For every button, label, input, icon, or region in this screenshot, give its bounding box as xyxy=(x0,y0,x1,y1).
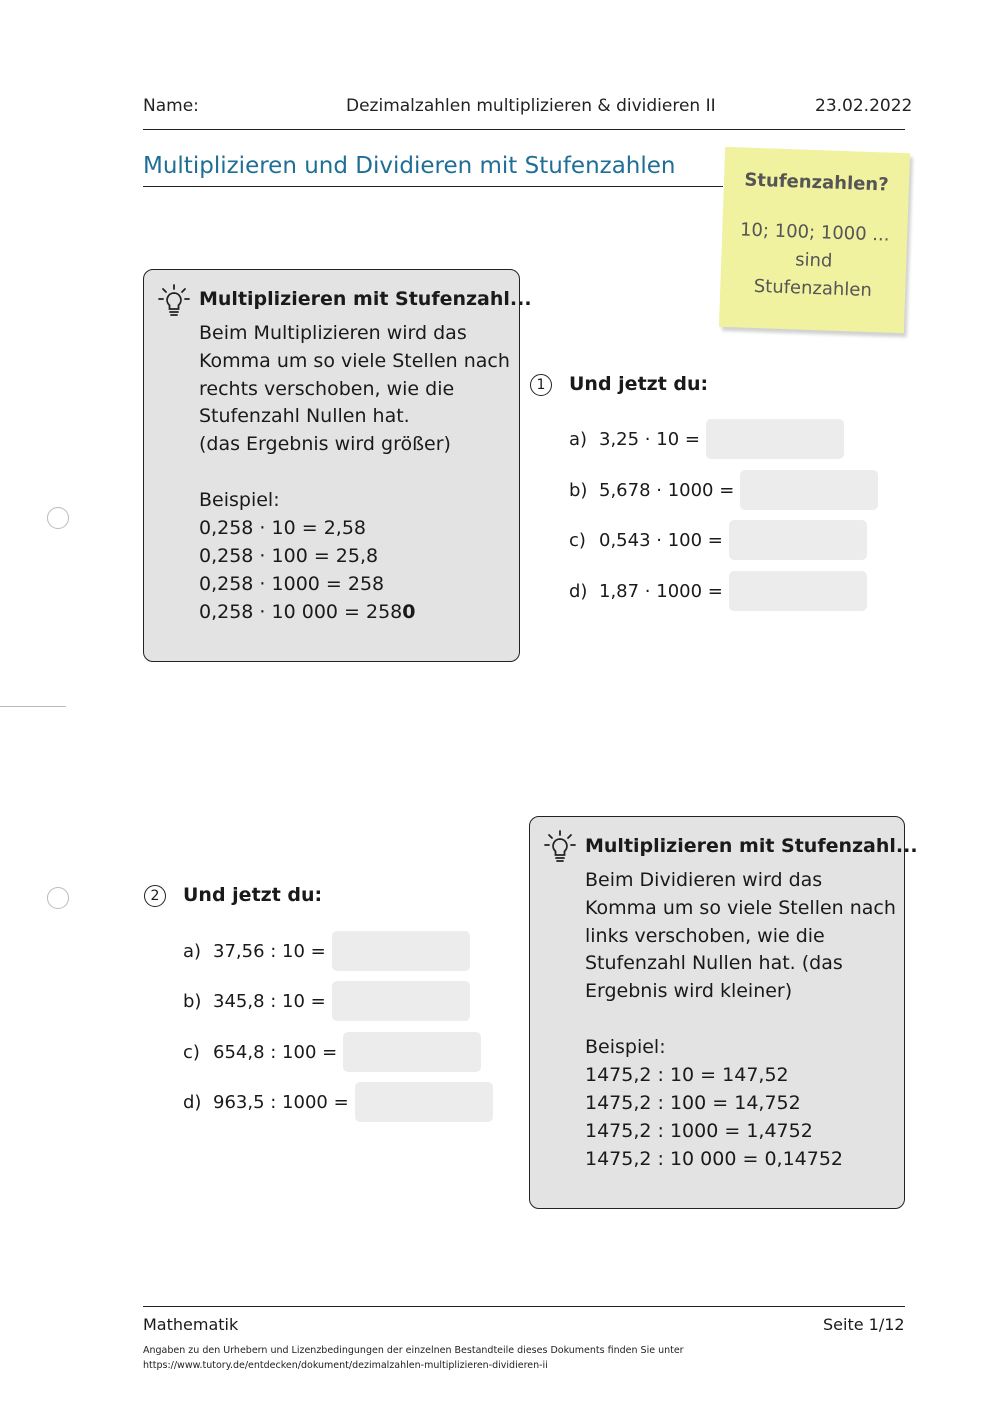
example-line: 1475,2 : 10 = 147,52 xyxy=(585,1064,789,1086)
example-line: 1475,2 : 10 000 = 0,14752 xyxy=(585,1148,844,1170)
example-line: 0,258 · 100 = 25,8 xyxy=(199,545,379,567)
info-box-divide xyxy=(529,816,918,1209)
title-rule xyxy=(143,186,723,187)
task-row xyxy=(183,981,470,1021)
example-label: Beispiel: xyxy=(585,1036,666,1058)
example-line: 0,258 · 10 = 2,58 xyxy=(199,517,366,539)
lightbulb-icon xyxy=(158,284,190,318)
credits-text: Angaben zu den Urhebern und Lizenzbedingungen der einzelnen Bestandteile dieses Dokuments finden Sie unter xyxy=(143,1345,684,1356)
task-expression: 963,5 : 1000 = xyxy=(213,1091,349,1113)
example-line: 1475,2 : 100 = 14,752 xyxy=(585,1092,801,1114)
exercise-heading: Und jetzt du: xyxy=(569,373,709,395)
task-expression: 654,8 : 100 = xyxy=(213,1041,338,1063)
task-expression: 345,8 : 10 = xyxy=(213,990,326,1012)
exercise-number: 1 xyxy=(530,374,552,396)
sticky-note-body: 10; 100; 1000 ... sind Stufenzahlen xyxy=(739,219,890,302)
answer-field[interactable] xyxy=(332,931,470,971)
fold-mark xyxy=(0,706,66,707)
page-title: Multiplizieren und Dividieren mit Stufenzahlen xyxy=(143,153,676,179)
info-box-heading: Multiplizieren mit Stufenzahl... xyxy=(585,835,918,857)
date: 23.02.2022 xyxy=(815,96,913,116)
task-letter: b) xyxy=(183,990,202,1012)
punch-hole-bottom xyxy=(47,887,69,909)
example-bold-digit: 0 xyxy=(402,601,416,623)
answer-field[interactable] xyxy=(332,981,470,1021)
answer-field[interactable] xyxy=(729,571,867,611)
answer-field[interactable] xyxy=(343,1032,481,1072)
task-letter: c) xyxy=(569,529,586,551)
task-expression: 3,25 · 10 = xyxy=(599,428,700,450)
info-box-text: Beim Multiplizieren wird das Komma um so viele Stellen nach rechts verschoben, wie die Stufenzahl Nullen hat. (das Ergebnis wird größer) xyxy=(199,322,510,456)
sticky-note-heading: Stufenzahlen? xyxy=(744,169,889,196)
footer-rule xyxy=(143,1306,905,1307)
task-letter: b) xyxy=(569,479,588,501)
answer-field[interactable] xyxy=(706,419,844,459)
task-expression: 1,87 · 1000 = xyxy=(599,580,723,602)
info-box-text: Beim Dividieren wird das Komma um so viele Stellen nach links verschoben, wie die Stufenzahl Nullen hat. (das Ergebnis wird kleiner) xyxy=(585,869,896,1003)
exercise-number: 2 xyxy=(144,885,166,907)
example-line: 1475,2 : 1000 = 1,4752 xyxy=(585,1120,813,1142)
task-letter: d) xyxy=(569,580,588,602)
task-letter: c) xyxy=(183,1041,200,1063)
answer-field[interactable] xyxy=(355,1082,493,1122)
header-rule xyxy=(143,129,905,130)
task-row xyxy=(569,419,844,459)
info-box-multiply xyxy=(143,269,532,662)
answer-field[interactable] xyxy=(740,470,878,510)
page-number: Seite 1/12 xyxy=(823,1315,905,1334)
task-row xyxy=(569,520,867,560)
credits-link[interactable]: https://www.tutory.de/entdecken/dokument/dezimalzahlen-multiplizieren-dividieren-ii xyxy=(143,1360,548,1371)
punch-hole-top xyxy=(47,507,69,529)
example-line: 0,258 · 1000 = 258 xyxy=(199,573,385,595)
info-box-heading: Multiplizieren mit Stufenzahl... xyxy=(199,288,532,310)
example-line-text: 0,258 · 10 000 = 258 xyxy=(199,601,403,623)
task-row xyxy=(569,470,878,510)
task-row xyxy=(569,571,867,611)
sticky-note xyxy=(719,147,910,333)
name-label: Name: xyxy=(143,96,199,116)
task-letter: d) xyxy=(183,1091,202,1113)
task-letter: a) xyxy=(569,428,588,450)
lightbulb-icon xyxy=(544,830,576,864)
task-row xyxy=(183,931,470,971)
exercise-heading: Und jetzt du: xyxy=(183,884,323,906)
task-letter: a) xyxy=(183,940,202,962)
task-expression: 37,56 : 10 = xyxy=(213,940,326,962)
document-title: Dezimalzahlen multiplizieren & dividieren II xyxy=(346,96,716,116)
task-expression: 5,678 · 1000 = xyxy=(599,479,735,501)
answer-field[interactable] xyxy=(729,520,867,560)
task-row xyxy=(183,1032,481,1072)
task-expression: 0,543 · 100 = xyxy=(599,529,723,551)
subject-label: Mathematik xyxy=(143,1315,239,1334)
task-row xyxy=(183,1082,493,1122)
example-label: Beispiel: xyxy=(199,489,280,511)
example-line xyxy=(199,599,416,627)
